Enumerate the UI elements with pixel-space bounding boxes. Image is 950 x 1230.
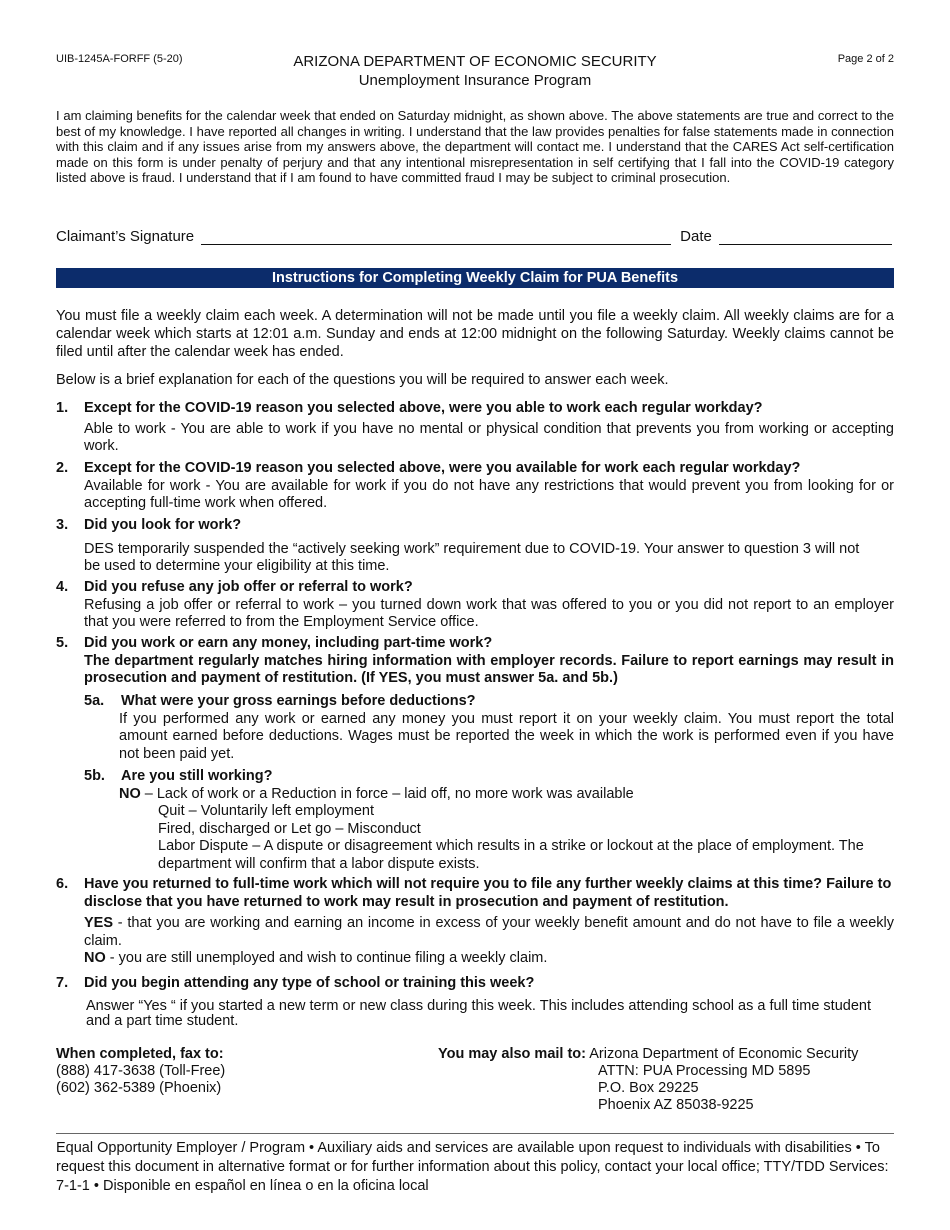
mail-title: You may also mail to:: [438, 1046, 586, 1062]
form-header: [0, 52, 950, 90]
question-title: Did you work or earn any money, including part-time work?: [84, 635, 493, 651]
question-number: 5a.: [84, 693, 105, 709]
date-line[interactable]: [719, 228, 892, 245]
no-explanation: [84, 950, 894, 968]
question-number: 2.: [56, 460, 69, 476]
reason-item: Quit – Voluntarily left employment: [158, 803, 374, 819]
no-label: NO: [119, 785, 141, 802]
question-explanation: Answer “Yes “ if you started a new term or new class during this week. This includes attending school as a full time student and a part time student.: [86, 997, 871, 1029]
yes-text: - that you are working and earning an income in excess of your weekly benefit amount and do not have to file a weekly claim.: [84, 915, 894, 949]
question-warning: The department regularly matches hiring information with employer records. Failure to report earnings may result in prosecution and payment of restitution. (If YES, you must answer 5a. and 5b.): [84, 652, 894, 686]
question-title: Did you refuse any job offer or referral to work?: [84, 579, 413, 595]
question-6: [56, 876, 894, 968]
question-number: 1.: [56, 400, 69, 416]
question-title: Except for the COVID-19 reason you selected above, were you able to work each regular workday?: [84, 400, 763, 416]
question-explanation: Available for work - You are available for work if you do not have any restrictions that would prevent you from looking for or accepting full-time work when offered.: [84, 477, 894, 511]
question-title: Did you look for work?: [84, 517, 242, 533]
fax-number: (602) 362-5389 (Phoenix): [56, 1080, 222, 1096]
fax-title: When completed, fax to:: [56, 1046, 224, 1062]
question-number: 7.: [56, 975, 69, 991]
no-label: NO: [84, 950, 106, 966]
question-number: 4.: [56, 579, 69, 595]
question-title: Are you still working?: [121, 768, 273, 784]
instructions-banner: Instructions for Completing Weekly Claim for PUA Benefits: [56, 268, 894, 288]
question-explanation: If you performed any work or earned any money you must report it on your weekly claim. You must report the total amount earned before deductions. Wages must be reported the week in which the work is performed even if you have not been paid yet.: [119, 710, 894, 762]
fax-number: (888) 417-3638 (Toll-Free): [56, 1063, 226, 1079]
footer-divider: [56, 1133, 894, 1134]
form-id: UIB-1245A-FORFF (5-20): [56, 53, 183, 65]
signature-row: [56, 228, 894, 245]
question-7: [56, 975, 894, 1029]
question-number: 5.: [56, 635, 69, 651]
fax-block: [56, 1046, 225, 1097]
yes-label: YES: [84, 915, 114, 931]
question-number: 5b.: [84, 768, 105, 784]
question-4: [56, 579, 894, 632]
certification-statement: I am claiming benefits for the calendar week that ended on Saturday midnight, as shown above. The above statements are true and correct to the best of my knowledge. I have reported all changes in writing. I understand that the law provides penalties for false statements made in connection with this claim and if any issues arise from my answers above, the department will contact me. I understand that the CARES Act self-certification made on this form is under penalty of perjury and that any intentional misrepresentation in self certifying that I fall into the COVID-19 category listed above is fraud. I understand that if I am found to have committed fraud I may be subject to criminal prosecution.: [56, 108, 894, 185]
question-number: 3.: [56, 517, 69, 533]
intro-paragraph: You must file a weekly claim each week. A determination will not be made until you file a weekly claim. All weekly claims are for a calendar week which starts at 12:01 a.m. Sunday and ends at 12:00 midnight on the following Saturday. Weekly claims cannot be filed until after the calendar week has ended.: [56, 308, 894, 360]
mail-block: [438, 1046, 858, 1114]
no-text: - you are still unemployed and wish to continue filing a weekly claim.: [105, 950, 548, 966]
question-5b: [84, 768, 894, 873]
question-title: Have you returned to full-time work which will not require you to file any further weekly claims at this time? Failure to disclose that you have returned to work may result in prosecution and payment of restitution.: [84, 876, 892, 910]
signature-label: Claimant’s Signature: [56, 228, 195, 245]
reason-item: Fired, discharged or Let go – Misconduct: [158, 820, 421, 837]
question-explanation: Able to work - You are able to work if you have no mental or physical condition that prevents you from working or accepting work.: [84, 420, 894, 454]
question-5: [56, 635, 894, 688]
mail-line: P.O. Box 29225: [598, 1080, 699, 1096]
question-explanation: DES temporarily suspended the “actively seeking work” requirement due to COVID-19. Your answer to question 3 will not be used to determine your eligibility at this time.: [84, 540, 860, 574]
question-number: 6.: [56, 876, 69, 892]
signature-line[interactable]: [201, 228, 671, 245]
question-title: What were your gross earnings before deductions?: [121, 693, 476, 709]
question-title: Did you begin attending any type of school or training this week?: [84, 975, 535, 991]
program-name: Unemployment Insurance Program: [358, 72, 592, 89]
page-number: Page 2 of 2: [837, 53, 894, 65]
no-reason-text: – Lack of work or a Reduction in force – laid off, no more work was available: [140, 785, 634, 802]
intro-paragraph-2: Below is a brief explanation for each of the questions you will be required to answer each week.: [56, 372, 669, 388]
question-explanation: Refusing a job offer or referral to work – you turned down work that was offered to you or you did not report to an employer that you were referred to from the Employment Service office.: [84, 596, 894, 630]
mail-line: Arizona Department of Economic Security: [589, 1046, 859, 1062]
question-2: [56, 460, 894, 513]
mail-line: ATTN: PUA Processing MD 5895: [598, 1063, 811, 1079]
question-1: [56, 400, 894, 456]
no-reason-line: [119, 786, 894, 804]
equal-opportunity-notice: Equal Opportunity Employer / Program • Auxiliary aids and services are available upon request to individuals with disabilities • To request this document in alternative format or for further information about this policy, contact your local office; TTY/TDD Services: 7-1-1 • Disponible en español en línea o en la oficina local: [56, 1140, 889, 1194]
question-title: Except for the COVID-19 reason you selected above, were you available for work each regular workday?: [84, 460, 801, 476]
date-label: Date: [680, 228, 712, 245]
question-5a: [84, 693, 894, 763]
question-3: [56, 517, 894, 576]
agency-name: ARIZONA DEPARTMENT OF ECONOMIC SECURITY: [293, 53, 657, 70]
reason-item: Labor Dispute – A dispute or disagreement which results in a strike or lockout at the place of employment. The department will confirm that a labor dispute exists.: [158, 838, 864, 872]
yes-explanation: [84, 915, 894, 950]
mail-line: Phoenix AZ 85038-9225: [598, 1097, 754, 1113]
